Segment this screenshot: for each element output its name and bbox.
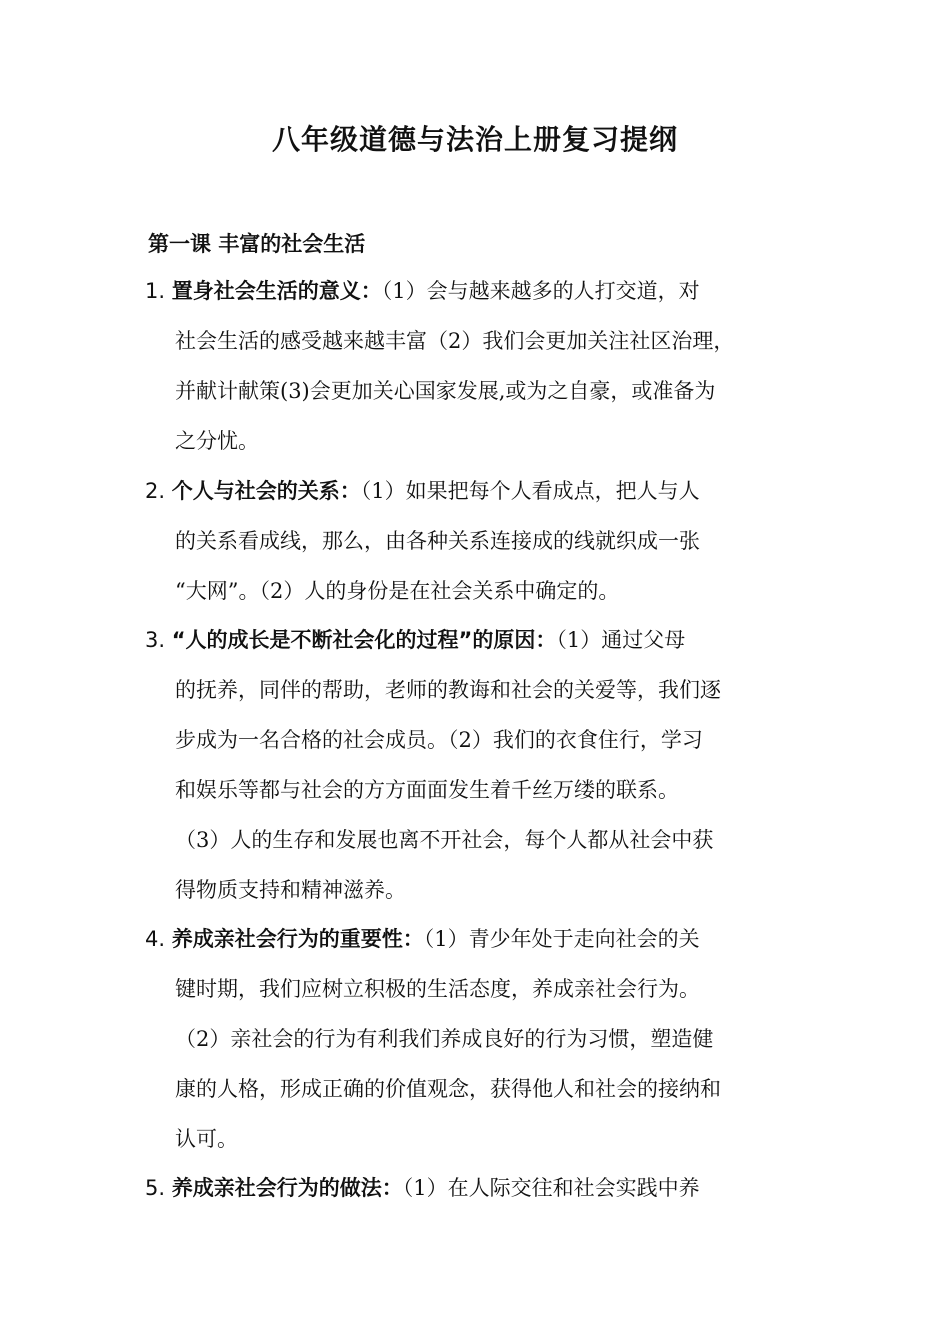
outline-item-4 xyxy=(145,914,810,1164)
item-heading: 养成亲社会行为的做法： xyxy=(171,1176,403,1200)
item-text: 和娱乐等都与社会的方方面面发生着千丝万缕的联系。 xyxy=(175,778,679,802)
item-text: 并献计献策(3)会更加关心国家发展,或为之自豪，或准备为 xyxy=(175,379,716,403)
item-text: 的抚养，同伴的帮助，老师的教诲和社会的关爱等，我们逐 xyxy=(175,678,721,702)
outline-item-5 xyxy=(145,1163,810,1213)
item-text: （1）在人际交往和社会实践中养 xyxy=(402,1176,700,1200)
page-title: 八年级道德与法治上册复习提纲 xyxy=(271,123,678,156)
item-text: 社会生活的感受越来越丰富（2）我们会更加关注社区治理， xyxy=(175,329,735,353)
outline-item-3 xyxy=(145,615,810,915)
lesson-heading: 第一课 丰富的社会生活 xyxy=(148,232,366,256)
item-heading: “人的成长是不断社会化的过程”的原因： xyxy=(171,628,557,652)
item-text: （1）如果把每个人看成点，把人与人 xyxy=(360,479,700,503)
item-heading: 养成亲社会行为的重要性： xyxy=(171,927,424,951)
item-text: 键时期，我们应树立积极的生活态度，养成亲社会行为。 xyxy=(175,977,700,1001)
item-number: 3. xyxy=(145,628,166,652)
item-number: 1. xyxy=(145,279,166,303)
item-number: 2. xyxy=(145,479,166,503)
item-text: 康的人格，形成正确的价值观念，获得他人和社会的接纳和 xyxy=(175,1077,721,1101)
item-text: （1）青少年处于走向社会的关 xyxy=(423,927,700,951)
item-text: （1）通过父母 xyxy=(556,628,686,652)
item-text: （2）亲社会的行为有利我们养成良好的行为习惯，塑造健 xyxy=(175,1027,714,1051)
item-text: （1）会与越来越多的人打交道，对 xyxy=(381,279,700,303)
item-heading: 置身社会生活的意义： xyxy=(171,279,382,303)
item-heading: 个人与社会的关系： xyxy=(171,479,361,503)
item-number: 4. xyxy=(145,927,166,951)
item-text: 之分忧。 xyxy=(175,429,259,453)
item-text: 得物质支持和精神滋养。 xyxy=(175,878,406,902)
item-number: 5. xyxy=(145,1176,166,1200)
outline-item-1 xyxy=(145,266,810,466)
item-text: 认可。 xyxy=(175,1127,238,1151)
item-text: （3）人的生存和发展也离不开社会，每个人都从社会中获 xyxy=(175,828,714,852)
item-text: 步成为一名合格的社会成员。（2）我们的衣食住行，学习 xyxy=(175,728,703,752)
item-text: “大网”。（2）人的身份是在社会关系中确定的。 xyxy=(175,579,620,603)
outline-item-2 xyxy=(145,466,810,616)
item-text: 的关系看成线，那么，由各种关系连接成的线就织成一张 xyxy=(175,529,700,553)
